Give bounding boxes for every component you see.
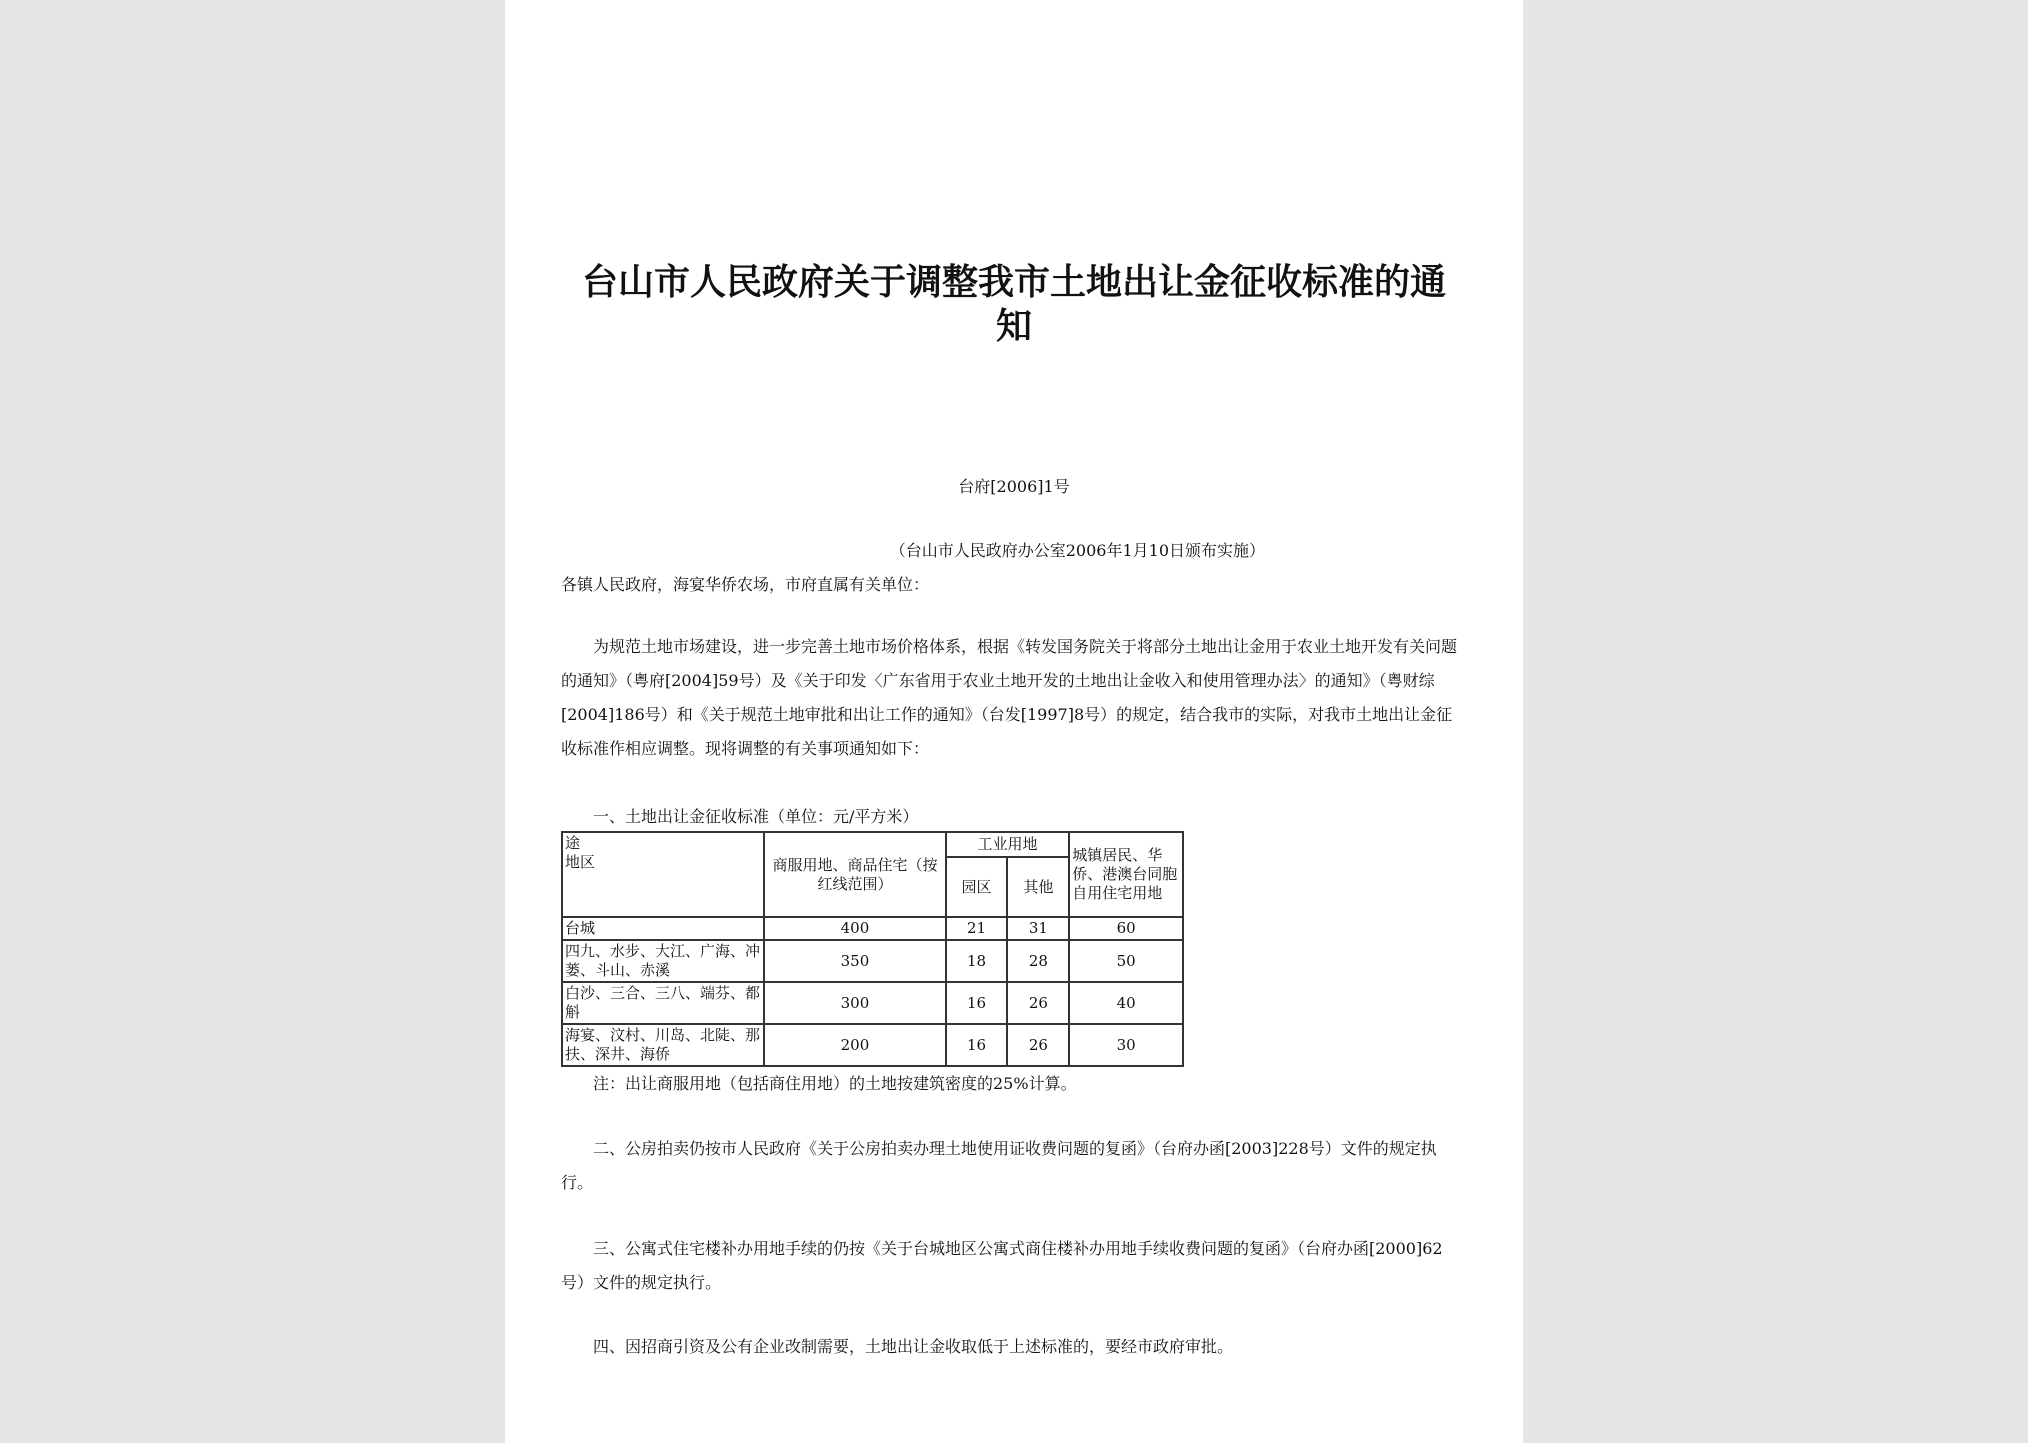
addressee-line: 各镇人民政府，海宴华侨农场，市府直属有关单位： <box>561 575 930 594</box>
table-footnote: 注：出让商服用地（包括商住用地）的土地按建筑密度的25%计算。 <box>593 1074 1077 1093</box>
other-fee-cell: 31 <box>1007 917 1069 940</box>
park-fee-cell: 16 <box>946 982 1008 1024</box>
section-2-paragraph: 二、公房拍卖仍按市人民政府《关于公房拍卖办理土地使用证收费问题的复函》（台府办函[2003]228号）文件的规定执行。 <box>561 1139 1437 1192</box>
section-3-paragraph: 三、公寓式住宅楼补办用地手续的仍按《关于台城地区公寓式商住楼补办用地手续收费问题的复函》（台府办函[2000]62号）文件的规定执行。 <box>561 1239 1443 1292</box>
commercial-fee-cell: 300 <box>764 982 945 1024</box>
commercial-fee-cell: 350 <box>764 940 945 982</box>
header-residential: 城镇居民、华侨、港澳台同胞自用住宅用地 <box>1069 832 1183 917</box>
document-page <box>505 0 1523 1443</box>
table-row <box>562 982 1183 1024</box>
residential-fee-cell: 60 <box>1069 917 1183 940</box>
park-fee-cell: 21 <box>946 917 1008 940</box>
header-corner-top: 途 <box>565 834 581 852</box>
commercial-fee-cell: 200 <box>764 1024 945 1066</box>
document-number: 台府[2006]1号 <box>958 477 1070 496</box>
section-1-heading: 一、土地出让金征收标准（单位：元/平方米） <box>593 807 919 826</box>
table-row <box>562 940 1183 982</box>
header-commercial: 商服用地、商品住宅（按红线范围） <box>764 832 945 917</box>
other-fee-cell: 26 <box>1007 982 1069 1024</box>
header-corner-bottom: 地区 <box>565 853 596 871</box>
area-cell: 海宴、汶村、川岛、北陡、那扶、深井、海侨 <box>562 1024 764 1066</box>
area-cell: 四九、水步、大江、广海、冲蒌、斗山、赤溪 <box>562 940 764 982</box>
table-row <box>562 917 1183 940</box>
residential-fee-cell: 50 <box>1069 940 1183 982</box>
area-cell: 台城 <box>562 917 764 940</box>
table-header-row <box>562 832 1183 857</box>
header-industrial: 工业用地 <box>946 832 1070 857</box>
other-fee-cell: 26 <box>1007 1024 1069 1066</box>
document-title: 台山市人民政府关于调整我市土地出让金征收标准的通知 <box>581 261 1446 347</box>
table-row <box>562 1024 1183 1066</box>
residential-fee-cell: 30 <box>1069 1024 1183 1066</box>
header-industrial-other: 其他 <box>1007 857 1069 917</box>
park-fee-cell: 18 <box>946 940 1008 982</box>
section-4-paragraph: 四、因招商引资及公有企业改制需要，土地出让金收取低于上述标准的，要经市政府审批。 <box>593 1337 1234 1356</box>
commercial-fee-cell: 400 <box>764 917 945 940</box>
fee-standard-table <box>561 831 1184 1067</box>
other-fee-cell: 28 <box>1007 940 1069 982</box>
area-cell: 白沙、三合、三八、端芬、都斛 <box>562 982 764 1024</box>
issuing-note: （台山市人民政府办公室2006年1月10日颁布实施） <box>889 541 1265 560</box>
residential-fee-cell: 40 <box>1069 982 1183 1024</box>
intro-paragraph: 为规范土地市场建设，进一步完善土地市场价格体系，根据《转发国务院关于将部分土地出让金用于农业土地开发有关问题的通知》（粤府[2004]59号）及《关于印发〈广东省用于农业土地开发的土地出让金收入和使用管理办法〉的通知》（粤财综[2004]186号）和《关于规范土地审批和出让工作的通知》（台发[1997]8号）的规定，结合我市的实际，对我市土地出让金征收标准作相应调整。现将调整的有关事项通知如下： <box>561 637 1458 758</box>
park-fee-cell: 16 <box>946 1024 1008 1066</box>
header-industrial-park: 园区 <box>946 857 1008 917</box>
header-corner-cell <box>562 832 764 917</box>
